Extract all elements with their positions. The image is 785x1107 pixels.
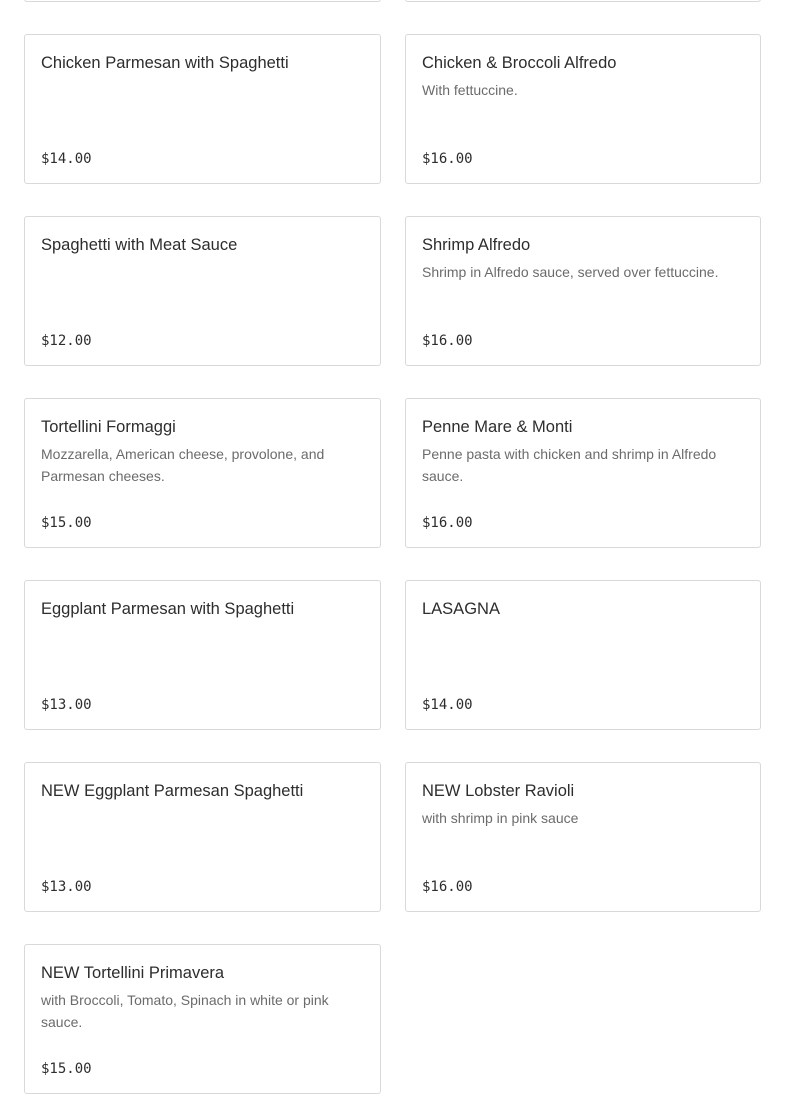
menu-items-grid: [24, 0, 761, 1094]
menu-item-name: NEW Tortellini Primavera: [41, 964, 225, 982]
menu-item-card[interactable]: [24, 34, 381, 184]
menu-item-description: with shrimp in pink sauce: [422, 810, 579, 826]
menu-item-card[interactable]: [24, 580, 381, 730]
menu-item-card[interactable]: [405, 398, 761, 548]
menu-item-name: Shrimp Alfredo: [422, 236, 531, 254]
menu-item-card[interactable]: [405, 580, 761, 730]
menu-item-price: $12.00: [41, 333, 92, 349]
menu-item-price: $13.00: [41, 879, 92, 895]
menu-item-price: $16.00: [422, 151, 473, 167]
menu-item-card[interactable]: [405, 34, 761, 184]
menu-item-price: $15.00: [41, 1061, 92, 1077]
menu-item-card[interactable]: [24, 0, 381, 2]
menu-item-card[interactable]: [24, 944, 381, 1094]
menu-item-price: $14.00: [41, 151, 92, 167]
menu-item-price: $16.00: [422, 879, 473, 895]
menu-item-name: Penne Mare & Monti: [422, 418, 573, 436]
menu-item-price: $15.00: [41, 515, 92, 531]
menu-item-name: Chicken Parmesan with Spaghetti: [41, 54, 289, 72]
menu-item-description: with Broccoli, Tomato, Spinach in white or pink sauce.: [41, 992, 329, 1030]
menu-item-description: Penne pasta with chicken and shrimp in Alfredo sauce.: [422, 446, 717, 484]
menu-item-card[interactable]: [405, 762, 761, 912]
menu-item-card[interactable]: [24, 398, 381, 548]
menu-item-name: Tortellini Formaggi: [41, 418, 176, 436]
menu-item-name: Chicken & Broccoli Alfredo: [422, 54, 617, 72]
menu-item-card[interactable]: [24, 762, 381, 912]
menu-item-price: $16.00: [422, 333, 473, 349]
menu-item-price: $13.00: [41, 697, 92, 713]
menu-item-name: Eggplant Parmesan with Spaghetti: [41, 600, 295, 618]
menu-item-name: NEW Eggplant Parmesan Spaghetti: [41, 782, 304, 800]
menu-item-description: With fettuccine.: [422, 82, 518, 98]
menu-item-description: Shrimp in Alfredo sauce, served over fettuccine.: [422, 264, 719, 280]
menu-item-price: $14.00: [422, 697, 473, 713]
menu-item-name: Spaghetti with Meat Sauce: [41, 236, 238, 254]
menu-item-card[interactable]: [24, 216, 381, 366]
menu-item-name: LASAGNA: [422, 600, 500, 618]
menu-item-price: $16.00: [422, 515, 473, 531]
menu-item-name: NEW Lobster Ravioli: [422, 782, 575, 800]
menu-item-description: Mozzarella, American cheese, provolone, and Parmesan cheeses.: [41, 446, 325, 484]
menu-item-card[interactable]: [405, 0, 761, 2]
menu-item-card[interactable]: [405, 216, 761, 366]
